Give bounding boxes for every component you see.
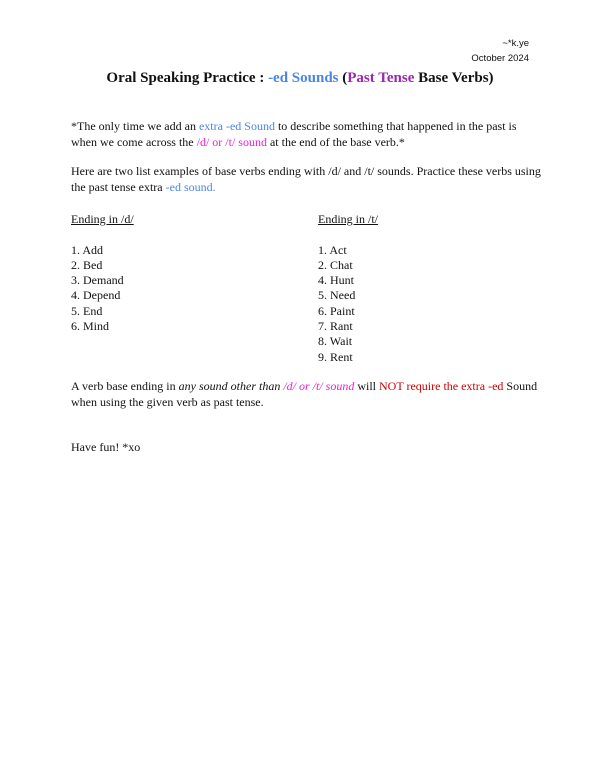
list-t-items	[318, 243, 498, 365]
instructions-paragraph	[71, 164, 541, 195]
note-text-3: Sound when using the given verb as past tense.	[71, 379, 538, 409]
closing-line: Have fun! *xo	[71, 440, 141, 454]
intro-dt-sound-highlight: /d/ or /t/ sound	[196, 134, 267, 149]
author-signature: ~*k.ye	[502, 38, 529, 49]
intro-paragraph	[71, 119, 541, 150]
list-item: 6. Paint	[318, 303, 355, 318]
list-ending-t	[318, 212, 498, 365]
list-item: 4. Depend	[71, 288, 121, 303]
title-past-tense: Past Tense	[347, 70, 415, 86]
list-item: 8. Wait	[318, 334, 353, 349]
list-d-items	[71, 243, 251, 335]
note-paragraph	[71, 379, 541, 410]
list-item: 2. Chat	[318, 257, 353, 272]
list-item: 3. Demand	[71, 273, 124, 288]
document-date: October 2024	[471, 53, 529, 64]
list-item: 1. Act	[318, 242, 347, 257]
intro-text-1: *The only time we add an	[71, 119, 199, 133]
title-suffix: Base Verbs)	[414, 70, 494, 86]
list-ending-d	[71, 212, 251, 334]
title-paren-open: (	[338, 70, 348, 86]
list-item: 5. End	[71, 303, 103, 318]
list-item: 9. Rent	[318, 349, 353, 364]
intro-text-3: at the end of the base verb.*	[266, 134, 405, 149]
intro-extra-ed-highlight: extra -ed Sound	[198, 119, 275, 133]
instructions-ed-sound-highlight: -ed sound.	[165, 179, 216, 194]
list-item: 2. Bed	[71, 257, 103, 272]
list-item: 7. Rant	[318, 319, 353, 334]
note-text-2: will	[354, 379, 380, 393]
note-dt-sound-highlight: /d/ or /t/ sound	[283, 379, 355, 393]
note-text-1: A verb base ending in	[71, 379, 179, 393]
header-meta	[471, 36, 529, 66]
title-ed-sounds: -ed Sounds	[268, 70, 339, 86]
note-not-require-highlight: NOT require the extra -ed	[379, 379, 504, 393]
page-title	[0, 70, 600, 87]
list-item: 4. Hunt	[318, 273, 354, 288]
list-d-heading: Ending in /d/	[71, 212, 134, 226]
note-any-sound-italic: any sound other than	[178, 379, 284, 393]
instructions-text: Here are two list examples of base verbs ending with /d/ and /t/ sounds. Practice these verbs using the past tense extra	[71, 164, 541, 194]
list-t-heading: Ending in /t/	[318, 212, 378, 226]
intro-text-2: to describe something that happened in the past is when we come across the	[71, 119, 517, 149]
title-prefix: Oral Speaking Practice :	[106, 70, 269, 86]
list-item: 5. Need	[318, 288, 356, 303]
list-item: 6. Mind	[71, 319, 110, 334]
list-item: 1. Add	[71, 242, 104, 257]
